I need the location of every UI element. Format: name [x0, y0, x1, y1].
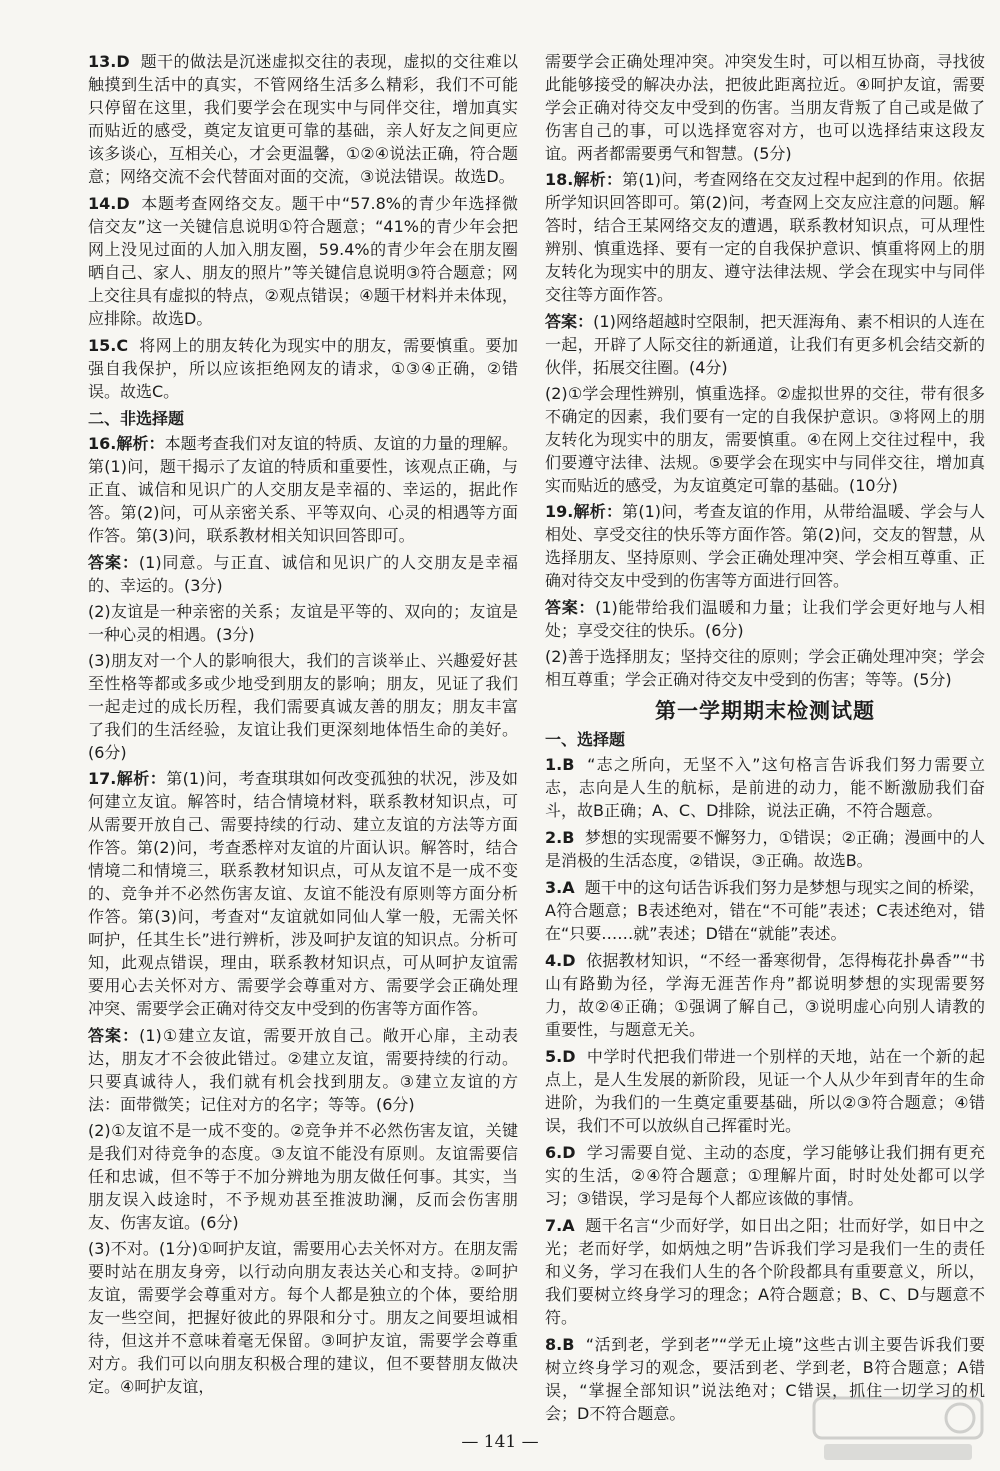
q19-answer-1-text: (1)能带给我们温暖和力量；让我们学会更好地与人相处；享受交往的快乐。(6分) [545, 598, 985, 640]
mc-6-number: 6.D [545, 1143, 576, 1162]
mc-6-text: 学习需要自觉、主动的态度，学习能够让我们拥有更充实的生活，②④符合题意；①理解片面，时时处处都可以学习；③错误，学习是每个人都应该做的事情。 [545, 1143, 985, 1208]
q18-answer-2: (2)①学会理性辨别，慎重选择。②虚拟世界的交往，带有很多不确定的因素，我们要有一定的自我保护意识。③将网上的朋友转化为现实中的朋友，需要慎重。④在网上交往过程中，我们要遵守法律、法规。⑤要学会在现实中与同伴交往，增加真实而贴近的感受，为友谊奠定可靠的基础。(10分) [545, 384, 985, 495]
left-column [88, 50, 518, 1401]
q13 [88, 50, 518, 188]
q14 [88, 192, 518, 330]
mc-8-number: 8.B [545, 1335, 575, 1354]
q13-text: 题干的做法是沉迷虚拟交往的表现，虚拟的交往难以触摸到生活中的真实，不管网络生活多么精彩，我们不可能只停留在这里，我们要学会在现实中与同伴交往，增加真实而贴近的感受，奠定友谊更可靠的基础，亲人好友之间更应该多谈心，互相关心，才会更温馨，①②④说法正确，符合题意；网络交流不会代替面对面的交流，③说法错误。故选D。 [88, 52, 518, 186]
exam-title: 第一学期期末检测试题 [655, 698, 875, 723]
q17-answer-label: 答案： [88, 1026, 140, 1045]
mc-2-number: 2.B [545, 828, 575, 847]
q19-answer-label: 答案： [545, 598, 596, 617]
q18-number: 18. [545, 170, 574, 189]
section-nonchoice-heading: 二、非选择题 [88, 409, 185, 428]
mc-4-text: 依据教材知识，“不经一番寒彻骨，怎得梅花扑鼻香”“书山有路勤为径，学海无涯苦作舟”都说明梦想的实现需要努力，故②④正确；①强调了解自己，③说明虚心向别人请教的重要性，与题意无关。 [545, 951, 985, 1039]
q16-answer-label: 答案： [88, 553, 139, 572]
mc-item [545, 1214, 985, 1329]
mc-5-number: 5.D [545, 1047, 576, 1066]
page-number: — 141 — [461, 1432, 539, 1452]
q17-analysis-label: 解析： [116, 769, 167, 788]
mc-item [545, 753, 985, 822]
q16-analysis-label: 解析： [116, 434, 165, 453]
q14-text: 本题考查网络交友。题干中“57.8%的青少年选择微信交友”这一关键信息说明①符合题意；“41%的青少年会把网上没见过面的人加入朋友圈，59.4%的青少年会在朋友圈晒自己、家人、朋友的照片”等关键信息说明③符合题意；网上交往具有虚拟的特点，②观点错误；④题干材料并未体现，应排除。故选D。 [88, 194, 518, 328]
mc-7-number: 7.A [545, 1216, 575, 1235]
q16-analysis-text: 本题考查我们对友谊的特质、友谊的力量的理解。第(1)问，题干揭示了友谊的特质和重要性，该观点正确，与正直、诚信和见识广的人交朋友是幸福的、幸运的，据此作答。第(2)问，可从亲密关系、平等双向、心灵的相遇等方面作答。第(3)问，联系教材相关知识回答即可。 [88, 434, 518, 545]
q16-analysis [88, 432, 518, 547]
q15-text: 将网上的朋友转化为现实中的朋友，需要慎重。要加强自我保护，所以应该拒绝网友的请求，①③④正确，②错误。故选C。 [88, 336, 518, 401]
mc-8-text: “活到老，学到老”“学无止境”这些古训主要告诉我们要树立终身学习的观念，要活到老、学到老，B符合题意；A错误，“掌握全部知识”说法绝对；C错误，抓住一切学习的机会；D不符合题意。 [545, 1335, 985, 1423]
mc-item [545, 1141, 985, 1210]
q18-answer-1-text: (1)网络超越时空限制，把天涯海角、素不相识的人连在一起，开辟了人际交往的新通道，让我们有更多机会结交新的伙伴，拓展交往圈。(4分) [545, 312, 985, 377]
mc-3-text: 题干中的这句话告诉我们努力是梦想与现实之间的桥梁，A符合题意；B表述绝对，错在“不可能”表述；C表述绝对，错在“只要……就”表述；D错在“就能”表述。 [545, 878, 985, 943]
q18-answer-1 [545, 310, 985, 379]
mc-2-text: 梦想的实现需要不懈努力，①错误；②正确；漫画中的人是消极的生活态度，②错误，③正确。故选B。 [545, 828, 985, 870]
q19-answer-2: (2)善于选择朋友；坚持交往的原则；学会正确处理冲突；学会相互尊重；学会正确对待交友中受到的伤害；等等。(5分) [545, 647, 985, 689]
q19-analysis-label: 解析： [573, 502, 623, 521]
q19-answer-1 [545, 596, 985, 642]
mc-3-number: 3.A [545, 878, 575, 897]
q17-answer-1 [88, 1024, 518, 1116]
q17-number: 17. [88, 769, 117, 788]
mc-item [545, 1045, 985, 1137]
mc-1-number: 1.B [545, 755, 575, 774]
mc-item [545, 949, 985, 1041]
q14-number: 14.D [88, 194, 130, 213]
q15 [88, 334, 518, 403]
mc-7-text: 题干名言“少而好学，如日出之阳；壮而好学，如日中之光；老而好学，如炳烛之明”告诉我们学习是我们一生的责任和义务，学习在我们人生的各个阶段都具有重要意义，所以，我们要树立终身学习的理念；A符合题意；B、C、D与题意不符。 [545, 1216, 986, 1327]
watermark-logo [810, 1394, 986, 1466]
mc-1-text: “志之所向，无坚不入”这句格言告诉我们努力需要立志，志向是人生的航标，是前进的动力，能不断激励我们奋斗，故B正确；A、C、D排除，说法正确，不符合题意。 [545, 755, 985, 820]
q16-answer-1-text: (1)同意。与正直、诚信和见识广的人交朋友是幸福的、幸运的。(3分) [88, 553, 518, 595]
q19-number: 19. [545, 502, 574, 521]
q19-analysis [545, 500, 985, 592]
q15-number: 15.C [88, 336, 129, 355]
q16-answer-1 [88, 551, 518, 597]
q16-answer-3: (3)朋友对一个人的影响很大，我们的言谈举止、兴趣爱好甚至性格等都或多或少地受到朋友的影响；朋友，见证了我们一起走过的成长历程，我们需要真诚友善的朋友；朋友丰富了我们的生活经验，友谊让我们更深刻地体悟生命的美好。(6分) [88, 651, 518, 762]
q16-number: 16. [88, 434, 117, 453]
q17-analysis [88, 767, 518, 1020]
section-choice-heading: 一、选择题 [545, 730, 626, 749]
q18-analysis-label: 解析： [573, 170, 623, 189]
q18-analysis-text: 第(1)问，考查网络在交友过程中起到的作用。依据所学知识回答即可。第(2)问，考查网上交友应注意的问题。解答时，结合王某网络交友的遭遇，联系教材知识点，可从理性辨别、慎重选择、要有一定的自我保护意识、慎重将网上的朋友转化为现实中的朋友、遵守法律法规、学会在现实中与同伴交往等方面作答。 [545, 170, 985, 304]
q17-answer-continued: 需要学会正确处理冲突。冲突发生时，可以相互协商，寻找彼此能够接受的解决办法，把彼此距离拉近。④呵护友谊，需要学会正确对待交友中受到的伤害。当朋友背叛了自己或是做了伤害自己的事，可以选择宽容对方，也可以选择结束这段友谊。两者都需要勇气和智慧。(5分) [545, 52, 985, 163]
q18-answer-label: 答案： [545, 312, 594, 331]
q16-answer-2: (2)友谊是一种亲密的关系；友谊是平等的、双向的；友谊是一种心灵的相遇。(3分) [88, 602, 518, 644]
q17-answer-3: (3)不对。(1分)①呵护友谊，需要用心去关怀对方。在朋友需要时站在朋友身旁，以行动向朋友表达关心和支持。②呵护友谊，需要学会尊重对方。每个人都是独立的个体，要给朋友一些空间，把握好彼此的界限和分寸。朋友之间要坦诚相待，但这并不意味着毫无保留。③呵护友谊，需要学会尊重对方。我们可以向朋友积极合理的建议，但不要替朋友做决定。④呵护友谊， [88, 1239, 518, 1396]
q19-analysis-text: 第(1)问，考查友谊的作用，从带给温暖、学会与人相处、享受交往的快乐等方面作答。第(2)问，交友的智慧，从选择朋友、坚持原则、学会正确处理冲突、学会相互尊重、正确对待交友中受到的伤害等方面进行回答。 [545, 502, 985, 590]
mc-item [545, 876, 985, 945]
q18-analysis [545, 168, 985, 306]
right-column [545, 50, 985, 1429]
q17-analysis-text: 第(1)问，考查琪琪如何改变孤独的状况，涉及如何建立友谊。解答时，结合情境材料，联系教材知识点，可从需要开放自己、需要持续的行动、建立友谊的方法等方面作答。第(2)问，考查悉梓对友谊的片面认识。解答时，结合情境二和情境三，联系教材知识点，可从友谊不是一成不变的、竞争并不必然伤害友谊、友谊不能没有原则等方面分析作答。第(3)问，考查对“友谊就如同仙人掌一般，无需关怀呵护，任其生长”进行辨析，涉及呵护友谊的知识点。分析可知，此观点错误，理由，联系教材知识点，可从呵护友谊需要用心去关怀对方、需要学会尊重对方、需要学会正确处理冲突、需要学会正确对待交友中受到的伤害等方面作答。 [88, 769, 518, 1018]
q17-answer-2: (2)①友谊不是一成不变的。②竞争并不必然伤害友谊，关键是我们对待竞争的态度。③友谊不能没有原则。友谊需要信任和忠诚，但不等于不加分辨地为朋友做任何事。其实，当朋友误入歧途时，不予规劝甚至推波助澜，反而会伤害朋友、伤害友谊。(6分) [88, 1121, 518, 1232]
mc-4-number: 4.D [545, 951, 576, 970]
mc-item [545, 826, 985, 872]
q13-number: 13.D [88, 52, 130, 71]
mc-5-text: 中学时代把我们带进一个别样的天地，站在一个新的起点上，是人生发展的新阶段，见证一个人从少年到青年的生命进阶，为我们的一生奠定重要基础，所以②③符合题意；④错误，我们不可以放纵自己挥霍时光。 [545, 1047, 985, 1135]
q17-answer-1-text: (1)①建立友谊，需要开放自己。敞开心扉，主动表达，朋友才不会彼此错过。②建立友谊，需要持续的行动。只要真诚待人，我们就有机会找到朋友。③建立友谊的方法：面带微笑；记住对方的名字；等等。(6分) [88, 1026, 518, 1114]
